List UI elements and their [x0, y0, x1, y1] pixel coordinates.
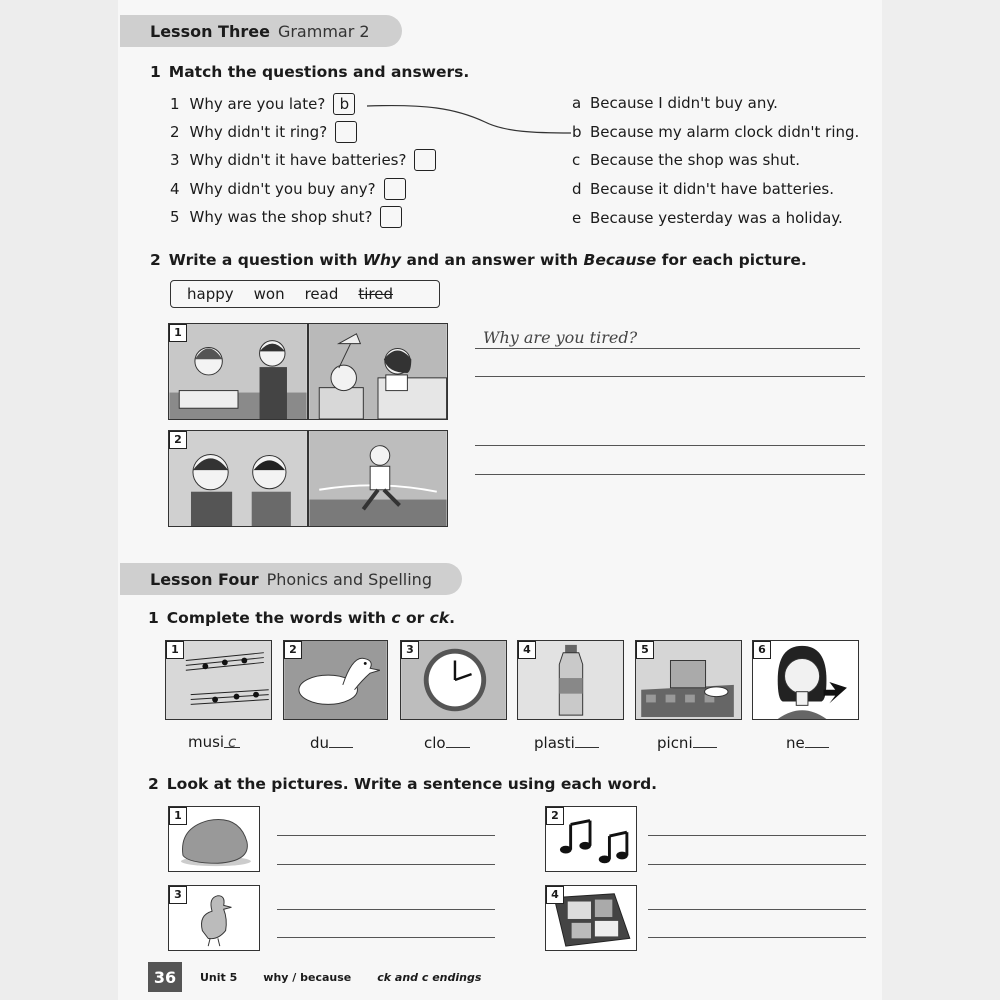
answer-box[interactable]: [414, 149, 436, 171]
writing-line[interactable]: [277, 909, 495, 910]
scene-illustration: [309, 324, 447, 419]
letter-blank[interactable]: [805, 733, 829, 748]
writing-line[interactable]: [277, 835, 495, 836]
picture-neck: 6: [752, 640, 859, 720]
picture-duck-small: 3: [168, 885, 260, 951]
writing-line[interactable]: [277, 864, 495, 865]
writing-line[interactable]: [648, 864, 866, 865]
question-row: 5 Why was the shop shut?: [170, 206, 402, 228]
phonics-label: ck and c endings: [377, 970, 482, 984]
phonics-word-2: du: [310, 733, 353, 752]
writing-line[interactable]: [475, 376, 865, 377]
phonics-word-5: picni: [657, 733, 717, 752]
answer-option: c Because the shop was shut.: [572, 151, 800, 169]
picture-1a-girl-yawning: 1: [168, 323, 308, 420]
picture-comic: 4: [545, 885, 637, 951]
answer-option: b Because my alarm clock didn't ring.: [572, 123, 860, 141]
picture-2b-boy-winning-race: [308, 430, 448, 527]
phonics-word-1: musi c: [188, 733, 240, 751]
word-box: happy won read tired: [170, 280, 440, 308]
picture-music-notes: 2: [545, 806, 637, 872]
lesson-subtitle: Grammar 2: [277, 21, 370, 41]
answer-box[interactable]: b: [333, 93, 355, 115]
picture-music: 1: [165, 640, 272, 720]
sample-answer: Why are you tired?: [483, 328, 638, 347]
writing-line[interactable]: [648, 909, 866, 910]
writing-line[interactable]: [475, 445, 865, 446]
writing-line[interactable]: [475, 348, 860, 349]
letter-blank[interactable]: [329, 733, 353, 748]
lesson-subtitle: Phonics and Spelling: [266, 569, 432, 589]
unit-label: Unit 5: [200, 970, 238, 984]
lesson-title: Lesson Four: [150, 569, 259, 589]
lesson-four-banner: [120, 563, 462, 595]
scene-illustration: [169, 324, 307, 419]
page-number: 36: [148, 962, 182, 992]
scene-illustration: [169, 431, 307, 526]
scene-illustration: [309, 431, 447, 526]
writing-line[interactable]: [475, 474, 865, 475]
letter-blank[interactable]: [693, 733, 717, 748]
answer-box[interactable]: [335, 121, 357, 143]
picture-duck: 2: [283, 640, 388, 720]
question-row: 1 Why are you late? b: [170, 93, 355, 115]
phonics-word-6: ne: [786, 733, 829, 752]
exercise-heading: 2 Write a question with Why and an answer with Because for each picture.: [150, 251, 807, 269]
picture-2a-two-boys: 2: [168, 430, 308, 527]
picture-rock: 1: [168, 806, 260, 872]
phonics-word-3: clo: [424, 733, 470, 752]
question-row: 4 Why didn't you buy any?: [170, 178, 406, 200]
picture-1b-girl-reading-in-bed: [308, 323, 448, 420]
answer-box[interactable]: [380, 206, 402, 228]
writing-line[interactable]: [277, 937, 495, 938]
lesson-three-banner: [120, 15, 402, 47]
exercise-heading: 1 Match the questions and answers.: [150, 63, 470, 81]
phonics-word-4: plasti: [534, 733, 599, 752]
lesson-title: Lesson Three: [150, 21, 270, 41]
topic-label: why / because: [263, 970, 352, 984]
picture-picnic: 5: [635, 640, 742, 720]
letter-blank[interactable]: c: [224, 733, 240, 748]
picture-clock: 3: [400, 640, 507, 720]
exercise-heading: 2 Look at the pictures. Write a sentence using each word.: [148, 775, 658, 793]
picture-plastic-bottle: 4: [517, 640, 624, 720]
answer-option: e Because yesterday was a holiday.: [572, 209, 843, 227]
question-row: 2 Why didn't it ring?: [170, 121, 357, 143]
left-page-edge: [0, 0, 118, 1000]
writing-line[interactable]: [648, 835, 866, 836]
question-row: 3 Why didn't it have batteries?: [170, 149, 436, 171]
letter-blank[interactable]: [575, 733, 599, 748]
answer-option: a Because I didn't buy any.: [572, 94, 778, 112]
answer-option: d Because it didn't have batteries.: [572, 180, 835, 198]
right-page-edge: [882, 0, 1000, 1000]
page-footer: [148, 962, 481, 992]
match-line: [365, 100, 575, 140]
writing-line[interactable]: [648, 937, 866, 938]
letter-blank[interactable]: [446, 733, 470, 748]
answer-box[interactable]: [384, 178, 406, 200]
exercise-heading: 1 Complete the words with c or ck.: [148, 609, 456, 627]
